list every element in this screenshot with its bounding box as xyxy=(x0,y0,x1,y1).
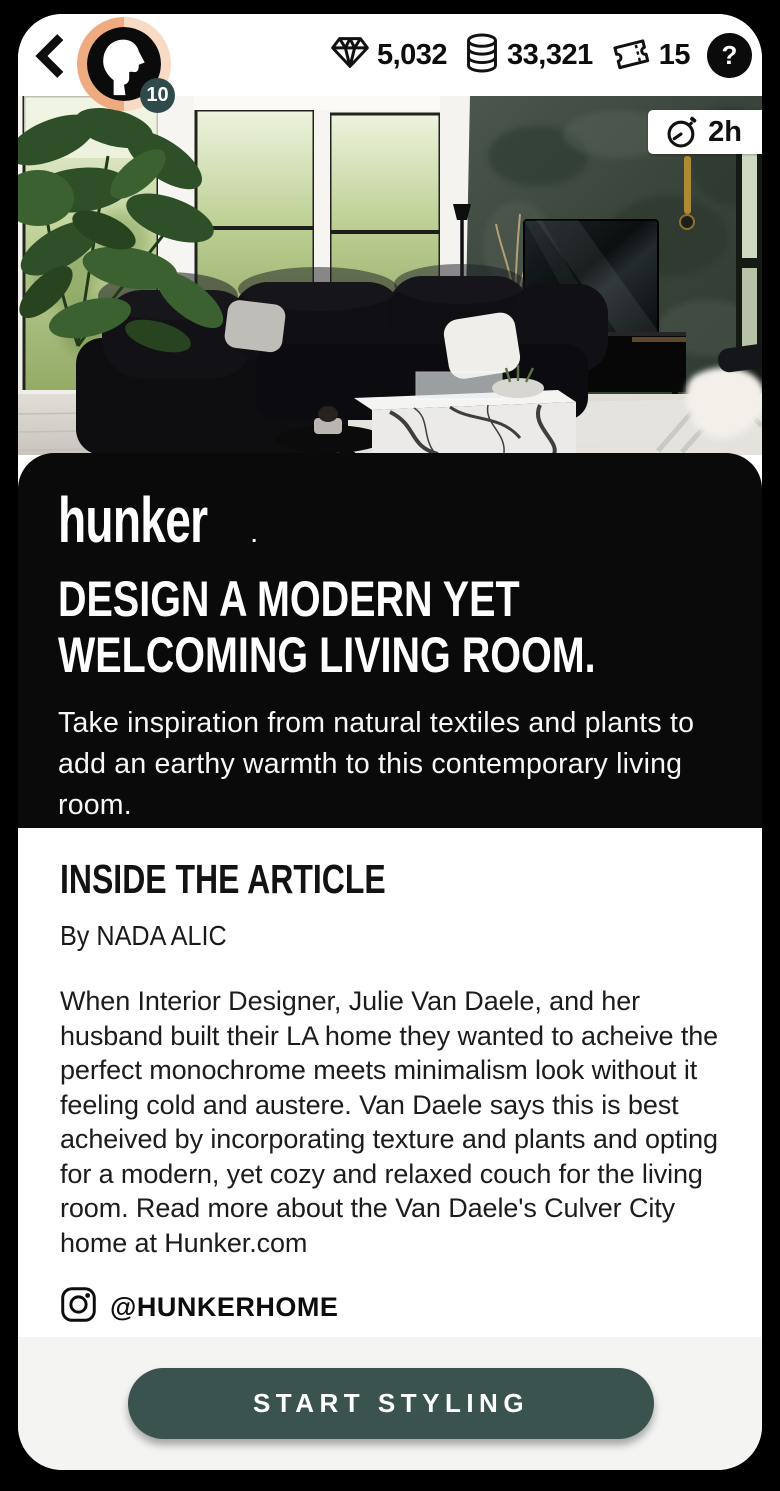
coins-value: 33,321 xyxy=(507,38,593,71)
question-mark-icon: ? xyxy=(721,39,738,70)
gems-counter[interactable] xyxy=(330,34,447,76)
challenge-description: Take inspiration from natural textiles and plants to add an earthy warmth to this contemporary living room. xyxy=(58,707,695,821)
instagram-handle: @HUNKERHOME xyxy=(110,1291,339,1322)
tickets-value: 15 xyxy=(658,38,690,71)
timer-badge xyxy=(648,110,762,154)
hunker-logo xyxy=(58,483,265,557)
article-byline: By NADA ALIC xyxy=(60,920,227,951)
article-heading: INSIDE THE ARTICLE xyxy=(60,856,386,902)
timer-value: 2h xyxy=(708,115,742,148)
currency-row xyxy=(330,14,752,96)
chevron-left-icon xyxy=(32,68,68,83)
challenge-headline: DESIGN A MODERN YET WELCOMING LIVING ROOM. xyxy=(58,571,596,683)
stopwatch-icon xyxy=(666,114,699,150)
brand-card xyxy=(18,453,762,828)
ticket-icon xyxy=(610,33,652,78)
logo-text: hunker xyxy=(58,484,208,556)
profile-avatar[interactable] xyxy=(77,17,171,111)
tickets-counter[interactable] xyxy=(610,33,690,78)
coins-counter[interactable] xyxy=(464,32,593,79)
logo-trademark: . xyxy=(251,525,257,547)
start-styling-button[interactable]: START STYLING xyxy=(128,1368,654,1439)
gems-value: 5,032 xyxy=(376,38,448,71)
app-screen xyxy=(18,14,762,1470)
back-button[interactable] xyxy=(30,32,70,80)
instagram-link[interactable] xyxy=(60,1286,338,1328)
article-body: When Interior Designer, Julie Van Daele, and her husband built their LA home they wanted to acheive the perfect monochrome meets minimalism look without it feeling cold and austere. Van Daele says this is best acheived by incorporating texture and plants and opting for a modern, yet cozy and relaxed couch for the living room. Read more about the Van Daele's Culver City home at Hunker.com xyxy=(60,986,719,1258)
coins-icon xyxy=(464,32,500,79)
footer-bar xyxy=(18,1337,762,1470)
room-photo xyxy=(18,96,762,455)
help-button[interactable] xyxy=(707,33,752,78)
level-badge: 10 xyxy=(140,78,175,113)
article-section xyxy=(18,828,762,1337)
gem-icon xyxy=(330,34,370,76)
instagram-icon xyxy=(60,1286,97,1328)
